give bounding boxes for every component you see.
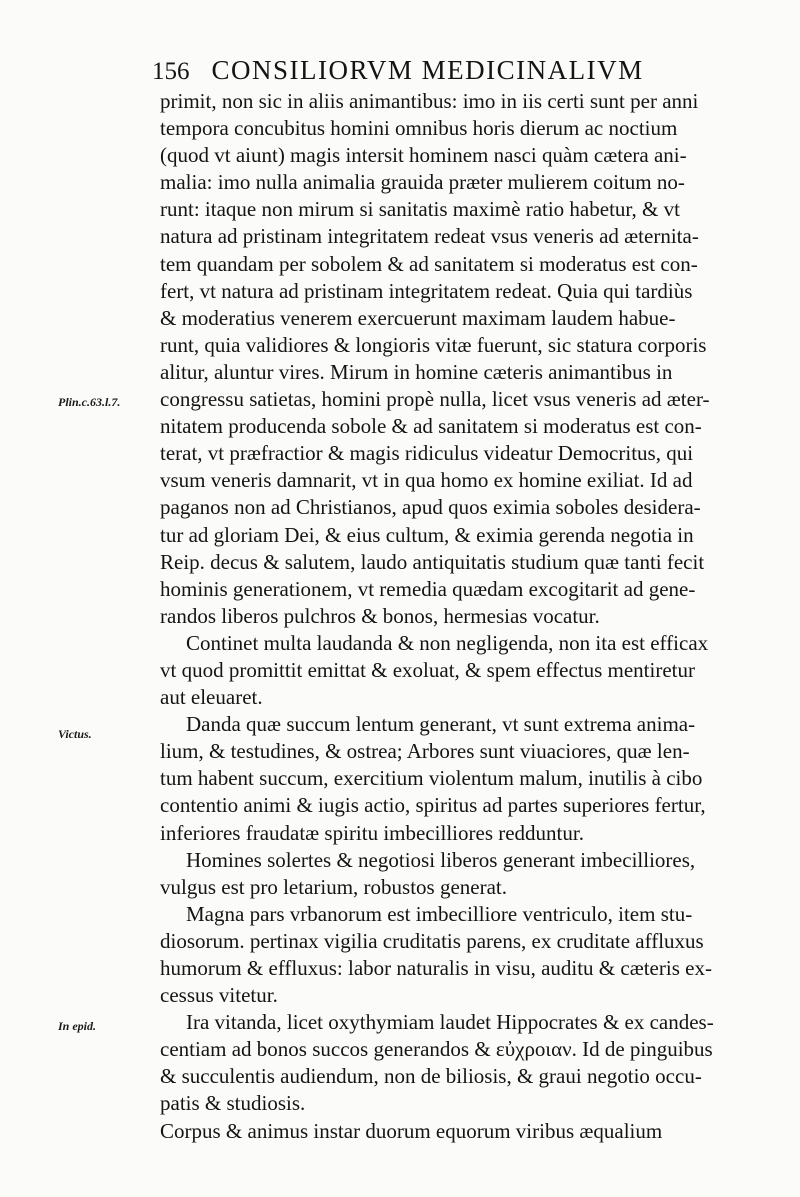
margin-note-pliny: Plin.c.63.l.7.: [58, 395, 121, 409]
text-line: natura ad pristinam integritatem redeat vsus veneris ad æternita-: [160, 224, 699, 249]
body-text: [160, 88, 772, 1145]
text-line: Corpus & animus instar duorum equorum viribus æqualium: [160, 1118, 663, 1143]
text-line: runt: itaque non mirum si sanitatis maximè ratio habetur, & vt: [160, 197, 680, 222]
text-line: vt quod promittit emittat & exoluat, & spem effectus mentiretur: [160, 657, 695, 682]
text-line: randos liberos pulchros & bonos, hermesias vocatur.: [160, 603, 600, 628]
text-line: inferiores fraudatæ spiritu imbecilliores redduntur.: [160, 820, 584, 845]
text-line: Magna pars vrbanorum est imbecilliore ventriculo, item stu-: [186, 901, 693, 926]
text-line: tempora concubitus homini omnibus horis dierum ac noctium: [160, 116, 678, 141]
text-line: paganos non ad Christianos, apud quos eximia soboles desidera-: [160, 495, 701, 520]
text-line: lium, & testudines, & ostrea; Arbores sunt viuaciores, quæ len-: [160, 739, 690, 764]
text-line: malia: imo nulla animalia grauida præter mulierem coitum no-: [160, 170, 685, 195]
text-line: contentio animi & iugis actio, spiritus ad partes superiores fertur,: [160, 793, 706, 818]
text-line: vulgus est pro letarium, robustos generat.: [160, 874, 508, 899]
text-line: Homines solertes & negotiosi liberos generant imbecilliores,: [186, 847, 696, 872]
text-line: Reip. decus & salutem, laudo antiquitatis studium quæ tanti fecit: [160, 549, 705, 574]
text-line: Danda quæ succum lentum generant, vt sunt extrema anima-: [186, 712, 696, 737]
text-line: alitur, aluntur vires. Mirum in homine cæteris animantibus in: [160, 359, 673, 384]
text-line: Ira vitanda, licet oxythymiam laudet Hippocrates & ex candes-: [186, 1010, 714, 1035]
margin-note-epid: In epid.: [58, 1019, 97, 1033]
text-line: centiam ad bonos succos generandos & εὐχροιαν. Id de pinguibus: [160, 1037, 713, 1062]
text-line: cessus vitetur.: [160, 983, 278, 1008]
text-line: nitatem producenda sobole & ad sanitatem si moderatus est con-: [160, 414, 702, 439]
text-line: primit, non sic in aliis animantibus: imo in iis certi sunt per anni: [160, 89, 699, 113]
text-line: & succulentis audiendum, non de biliosis, & graui negotio occu-: [160, 1064, 702, 1089]
text-line: patis & studiosis.: [160, 1091, 306, 1116]
text-line: hominis generationem, vt remedia quædam excogitarit ad gene-: [160, 576, 696, 601]
margin-note-victus: Victus.: [58, 727, 92, 741]
text-line: fert, vt natura ad pristinam integritatem redeat. Quia qui tardiùs: [160, 278, 693, 303]
text-line: vsum veneris damnarit, vt in qua homo ex homine exiliat. Id ad: [160, 468, 693, 493]
text-line: congressu satietas, homini propè nulla, licet vsus veneris ad æter-: [160, 387, 710, 412]
text-line: tur ad gloriam Dei, & eius cultum, & eximia gerenda negotia in: [160, 522, 694, 547]
text-line: (quod vt aiunt) magis intersit hominem nasci quàm cætera ani-: [160, 143, 687, 168]
text-line: terat, vt præfractior & magis ridiculus videatur Democritus, qui: [160, 441, 694, 466]
running-title: CONSILIORVM MEDICINALIVM: [211, 55, 644, 85]
text-line: humorum & effluxus: labor naturalis in visu, auditu & cæteris ex-: [160, 956, 712, 980]
text-line: & moderatius venerem exercuerunt maximam laudem habue-: [160, 305, 676, 330]
page-number: 156: [152, 58, 190, 85]
text-line: tem quandam per sobolem & ad sanitatem si moderatus est con-: [160, 251, 698, 276]
text-line: Continet multa laudanda & non negligenda, non ita est efficax: [186, 630, 709, 655]
text-line: aut eleuaret.: [160, 685, 263, 710]
text-line: diosorum. pertinax vigilia cruditatis parens, ex cruditate affluxus: [160, 928, 704, 953]
page-header: [152, 50, 772, 90]
text-line: tum habent succum, exercitium violentum malum, inutilis à cibo: [160, 766, 703, 791]
text-line: runt, quia validiores & longioris vitæ fuerunt, sic statura corporis: [160, 332, 707, 357]
